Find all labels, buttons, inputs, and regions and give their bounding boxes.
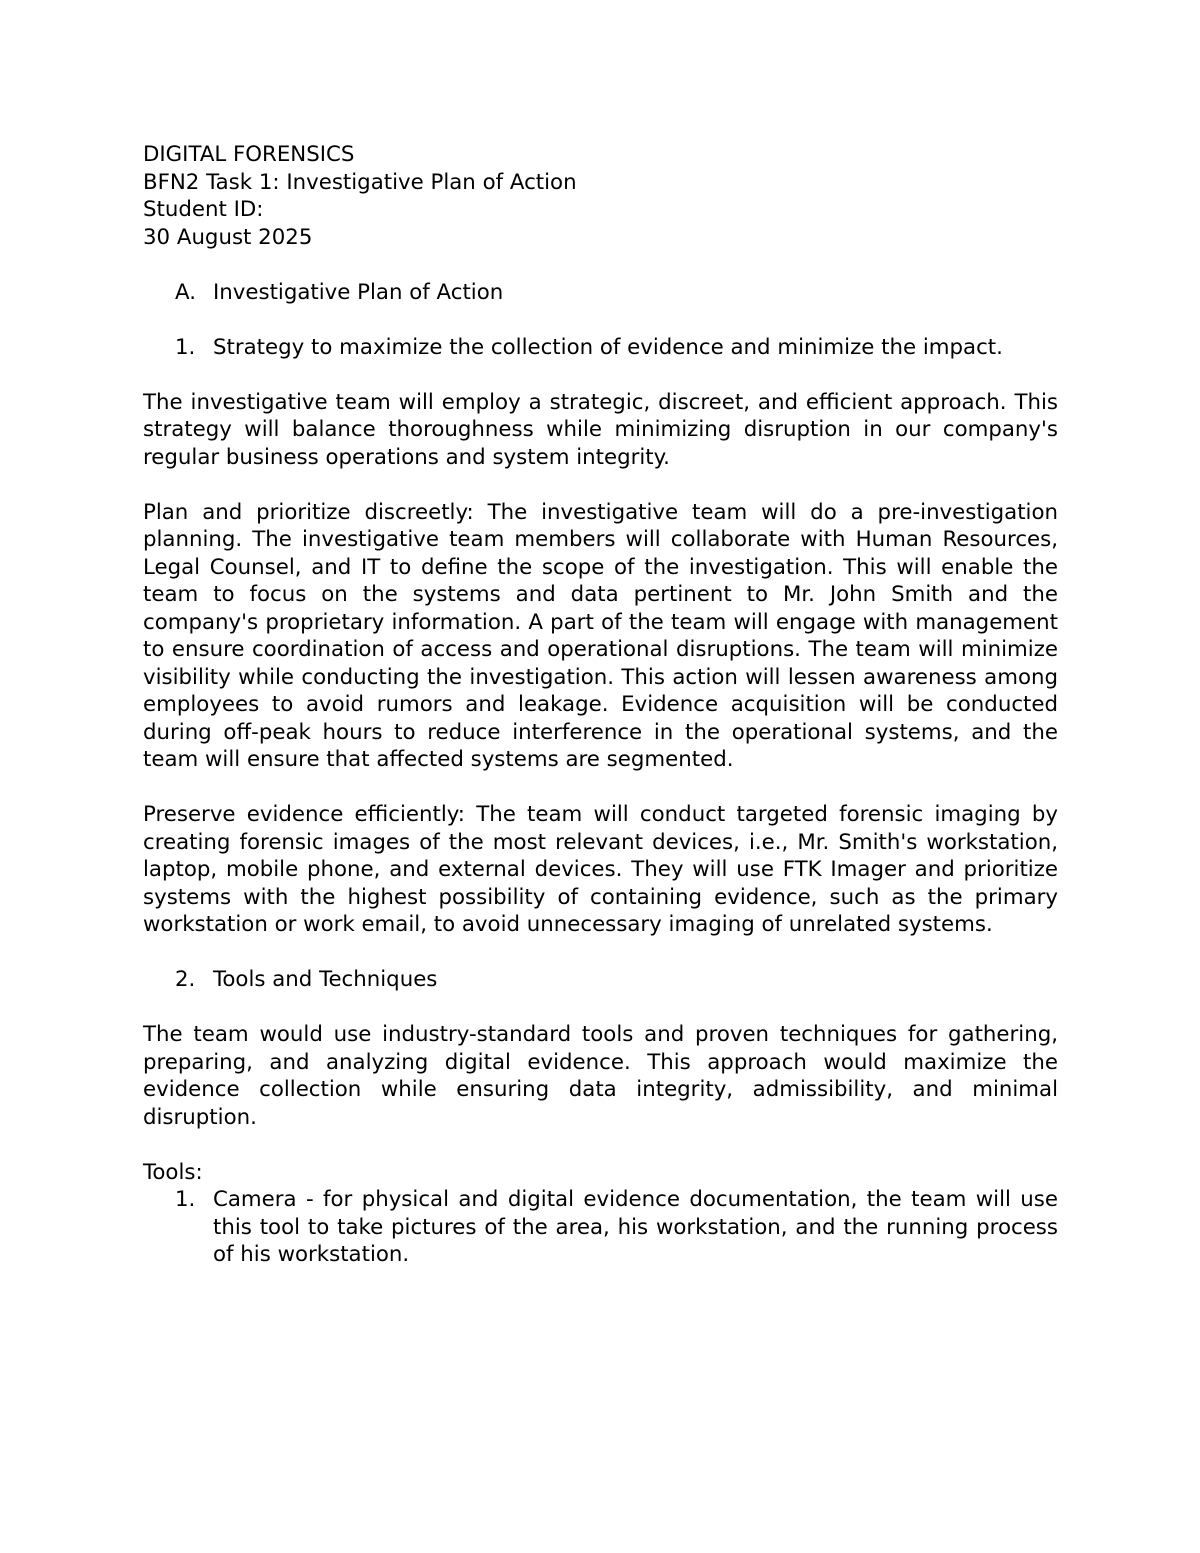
document-date: 30 August 2025 <box>143 224 313 250</box>
course-title: DIGITAL FORENSICS <box>143 142 355 167</box>
tool-item-camera <box>143 1186 1058 1269</box>
spacer <box>143 471 1058 499</box>
strategy-title: Strategy to maximize the collection of evidence and minimize the impact. <box>213 334 1003 360</box>
plan-paragraph: Plan and prioritize discreetly: The investigative team will do a pre-investigation planning. The investigative team members will collaborate with Human Resources, Legal Counsel, and IT to define the scope of the investigation. This will enable the team to focus on the systems and data pertinent to Mr. John Smith and the company's proprietary information. A part of the team will engage with management to ensure coordination of access and operational disruptions. The team will minimize visibility while conducting the investigation. This action will lessen awareness among employees to avoid rumors and leakage. Evidence acquisition will be conducted during off-peak hours to reduce interference in the operational systems, and the team will ensure that affected systems are segmented. <box>143 499 1058 772</box>
tools-techniques-heading <box>143 966 1058 994</box>
intro-paragraph: The investigative team will employ a strategic, discreet, and efficient approach. This strategy will balance thoroughness while minimizing disruption in our company's regular business operations and system integrity. <box>143 389 1058 470</box>
spacer <box>143 774 1058 802</box>
spacer <box>143 306 1058 334</box>
spacer <box>143 251 1058 279</box>
tool-item-text: Camera - for physical and digital evidence documentation, the team will use this tool to take pictures of the area, his workstation, and the running process of his workstation. <box>213 1187 1058 1267</box>
tools-techniques-marker: 2. <box>175 967 196 992</box>
tools-label: Tools: <box>143 1159 203 1185</box>
strategy-marker: 1. <box>175 334 196 360</box>
strategy-heading <box>143 334 1058 362</box>
preserve-paragraph: Preserve evidence efficiently: The team will conduct targeted forensic imaging by creating forensic images of the most relevant devices, i.e., Mr. Smith's workstation, laptop, mobile phone, and external devices. They will use FTK Imager and prioritize systems with the highest possibility of containing evidence, such as the primary workstation or work email, to avoid unnecessary imaging of unrelated systems. <box>143 802 1058 937</box>
spacer <box>143 939 1058 967</box>
document-body <box>143 141 1058 1269</box>
spacer <box>143 361 1058 389</box>
tool-item-marker: 1. <box>175 1187 196 1212</box>
tools-techniques-title: Tools and Techniques <box>213 967 438 992</box>
section-a-marker: A. <box>175 279 196 305</box>
spacer <box>143 994 1058 1022</box>
student-id-line: Student ID: <box>143 197 264 222</box>
spacer <box>143 1131 1058 1159</box>
section-a-heading <box>143 279 1058 307</box>
task-title: BFN2 Task 1: Investigative Plan of Action <box>143 169 577 195</box>
tools-intro-paragraph: The team would use industry-standard tools and proven techniques for gathering, preparing, and analyzing digital evidence. This approach would maximize the evidence collection while ensuring data integrity, admissibility, and minimal disruption. <box>143 1022 1058 1130</box>
section-a-title: Investigative Plan of Action <box>213 279 504 305</box>
